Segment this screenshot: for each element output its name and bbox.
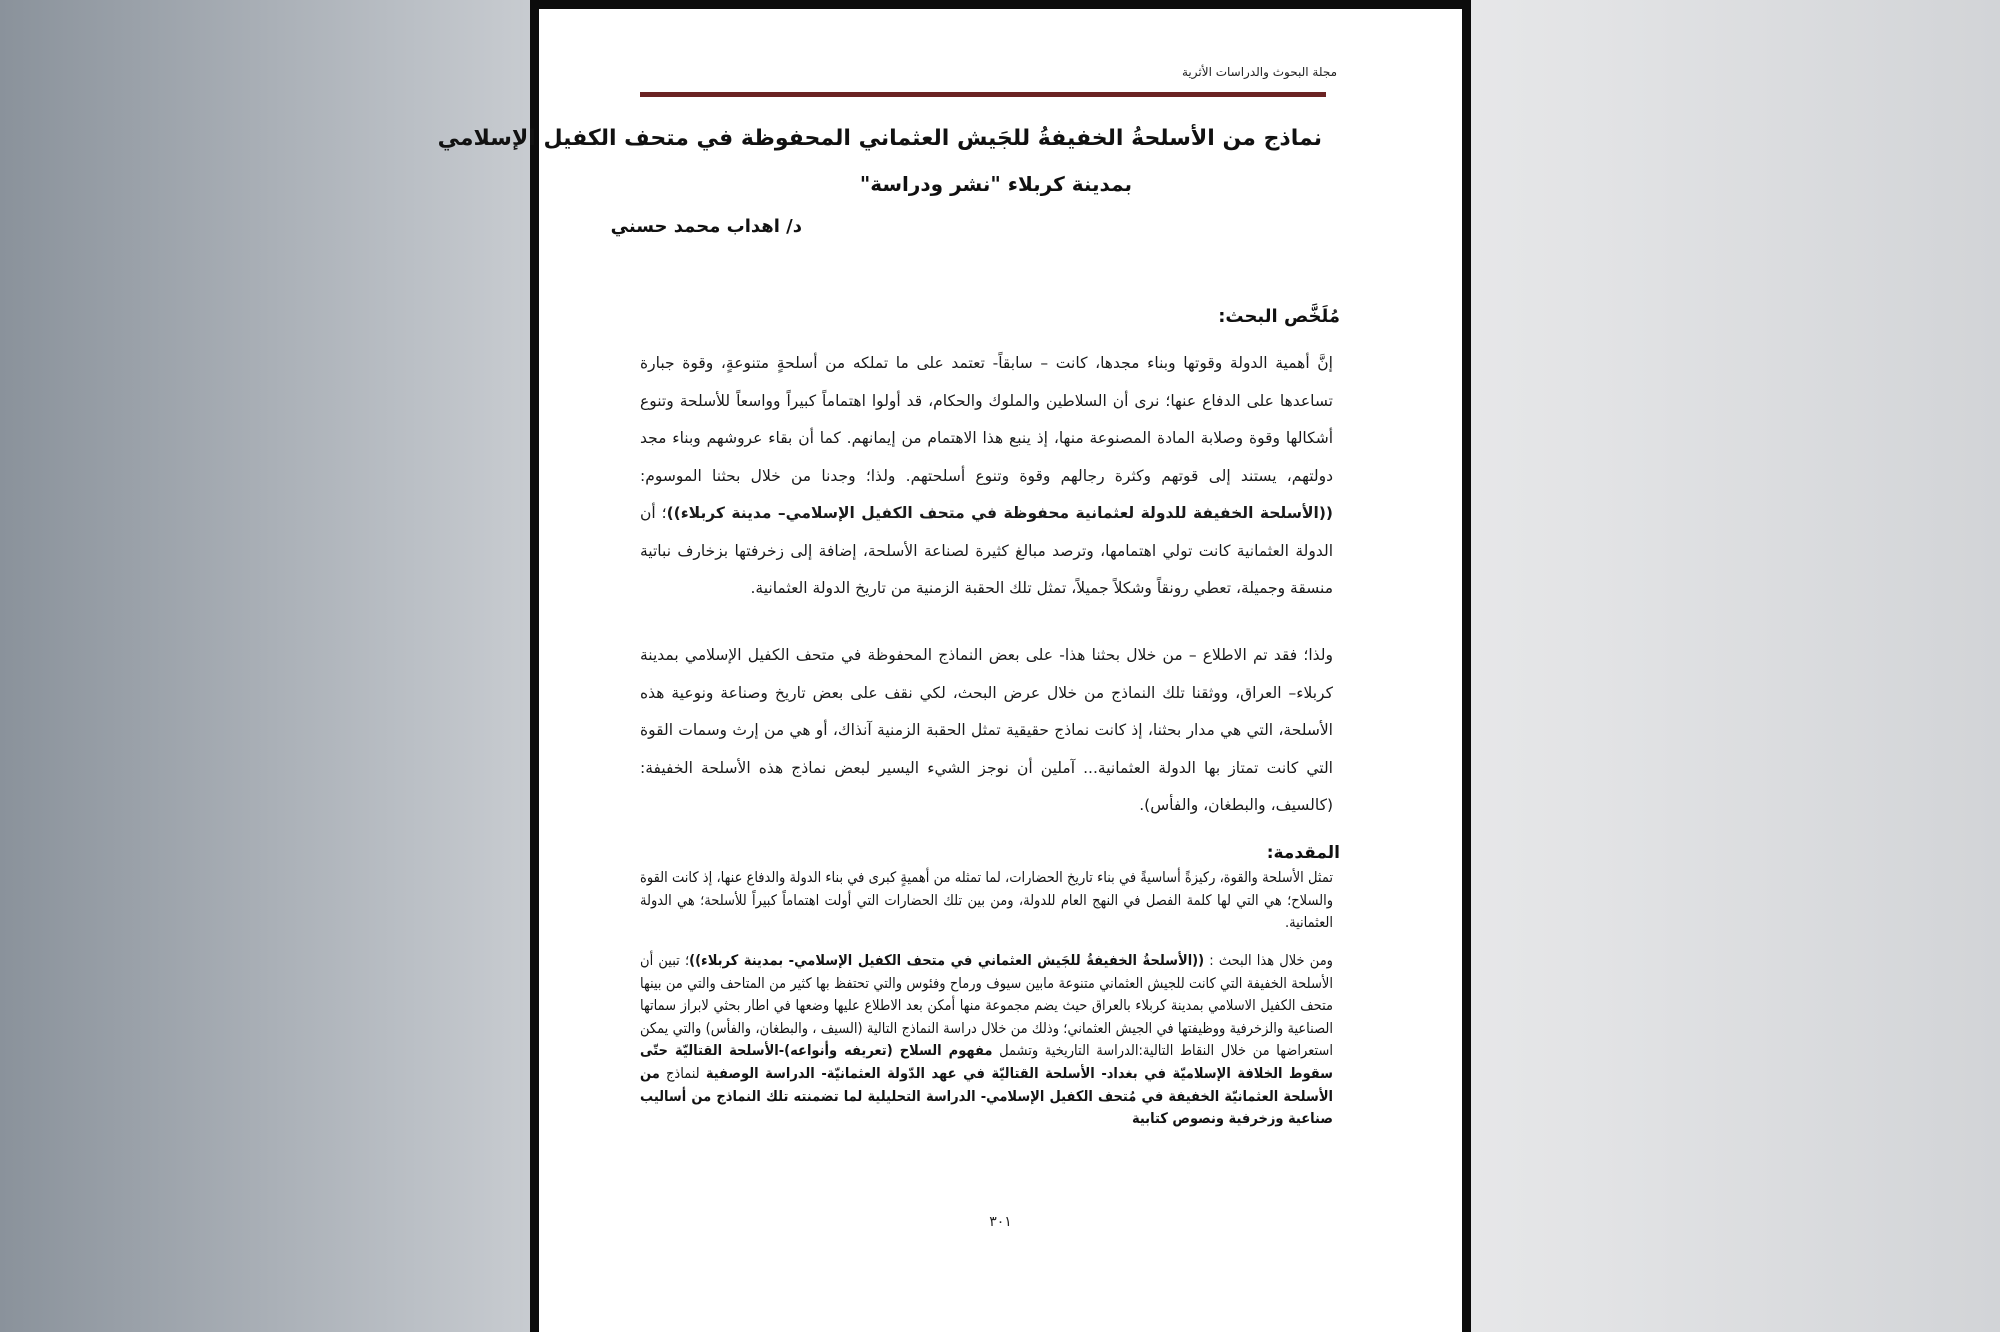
intro-p2-text-c: لنماذج: [659, 1065, 706, 1082]
introduction-paragraph-1: تمثل الأسلحة والقوة، ركيزةً أساسيةً في بناء تاريخ الحضارات، لما تمثله من أهميةٍ كبرى في بناء الدولة والدفاع عنها، إذ كانت القوة والسلاح؛ هي التي لها كلمة الفصل في النهج العام للدولة، ومن بين تلك الحضارات التي أولت اهتماماً كبيراً للأسلحة؛ هي الدولة العثمانية.: [640, 870, 1333, 932]
article-title-line-1: نماذج من الأسلحةُ الخفيفةُ للجَيش العثماني المحفوظة في متحف الكفيل الإسلامي: [437, 126, 1322, 151]
intro-p2-bold-title: ((الأسلحةُ الخفيفةُ للجَيش العثماني في متحف الكفيل الإسلامي- بمدينة كربلاء)): [689, 953, 1205, 969]
page-number: ٣٠١: [989, 1214, 1012, 1230]
abstract-p1-text-a: إنَّ أهمية الدولة وقوتها وبناء مجدها، كانت – سابقاً- تعتمد على ما تملكه من أسلحةٍ متنوعةٍ، وقوة جبارة تساعدها على الدفاع عنها؛ نرى أن السلاطين والملوك والحكام، قد أولوا اهتماماً كبيراً وواسعاً للأسلحة وتنوع أشكالها وقوة وصلابة المادة المصنوعة منها، إذ ينبع هذا الاهتمام من إيمانهم. كما أن بقاء عروشهم وبناء مجد دولتهم، يستند إلى قوتهم وكثرة رجالهم وقوة وتنوع أسلحتهم. ولذا؛ وجدنا من خلال بحثنا الموسوم:: [640, 354, 1333, 485]
header-rule: [640, 92, 1326, 97]
introduction-paragraph-2: [640, 950, 1333, 1131]
article-title-line-2: بمدينة كربلاء "نشر ودراسة": [859, 172, 1132, 196]
abstract-heading: مُلَخَّص البحث:: [1218, 306, 1340, 327]
intro-p2-bold-outline-end: من الأسلحة العثمانيّة الخفيفة في مُتحف الكفيل الإسلامي- الدراسة التحليلية لما تضمنته تلك النماذج من أساليب صناعية وزخرفية ونصوص كتابية: [640, 1065, 1333, 1128]
abstract-p1-text-b: ؛ أن الدولة العثمانية كانت تولي اهتمامها، وترصد مبالغ كثيرة لصناعة الأسلحة، إضافة إلى زخرفتها بزخارف نباتية منسقة وجميلة، تعطي رونقاً وشكلاً جميلاً، تمثل تلك الحقبة الزمنية من تاريخ الدولة العثمانية.: [640, 504, 1333, 597]
document-page: [437, 9, 1462, 1332]
intro-p2-text-b: ؛ تبين أن الأسلحة الخفيفة التي كانت للجيش العثماني متنوعة مابين سيوف ورماح وفئوس والتي تحتفظ بها كثير من المتاحف والتي من بينها متحف الكفيل الاسلامي بمدينة كربلاء بالعراق حيث يضم مجموعة منها أمكن بعد الاطلاع عليها وضعها في اطار بحثي لابراز سماتها الصناعية والزخرفية ووظيفتها في الجيش العثماني؛ وذلك من خلال دراسة النماذج التالية (السيف ، والبطغان، والفأس) والتي يمكن استعراضها من خلال النقاط التالية:الدراسة التاريخية وتشمل: [640, 953, 1333, 1060]
abstract-paragraph-2: ولذا؛ فقد تم الاطلاع – من خلال بحثنا هذا- على بعض النماذج المحفوظة في متحف الكفيل الإسلامي بمدينة كربلاء– العراق، ووثقنا تلك النماذج من خلال عرض البحث، لكي نقف على بعض تاريخ وصناعة ونوعية هذه الأسلحة، التي هي مدار بحثنا، إذ كانت نماذج حقيقية تمثل الحقبة الزمنية آنذاك، أو هي من إرث وسمات القوة التي كانت تمتاز بها الدولة العثمانية... آملين أن نوجز الشيء اليسير لبعض نماذج هذه الأسلحة الخفيفة: (كالسيف، والبطغان، والفأس).: [640, 646, 1333, 814]
abstract-paragraph-1: [640, 345, 1333, 608]
author-name: د/ اهداب محمد حسني: [610, 216, 802, 237]
intro-p2-text-a: ومن خلال هذا البحث :: [1204, 953, 1333, 969]
journal-header: مجلة البحوث والدراسات الأثرية: [1181, 65, 1337, 79]
abstract-p1-bold-title: ((الأسلحة الخفيفة للدولة لعثمانية محفوظة في متحف الكفيل الإسلامي– مدينة كربلاء)): [666, 504, 1333, 522]
introduction-heading: المقدمة:: [1266, 843, 1340, 863]
intro-p2-bold-outline: مفهوم السلاح (تعريفه وأنواعه)-الأسلحة القتاليّة حتّى سقوط الخلافة الإسلاميّة في بغداد- الأسلحة القتاليّة في عهد الدّولة العثمانيّة- الدراسة الوصفية: [640, 1043, 1333, 1082]
document-frame: [437, 0, 1471, 1332]
